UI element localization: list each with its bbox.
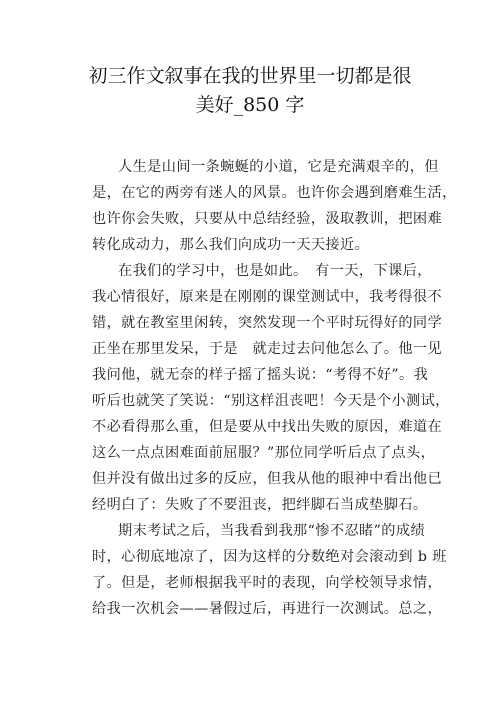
body-line: 转化成动力，那么我们向成功一天天接近。 (92, 237, 370, 253)
body-line: 听后也就笑了笑说：“别这样沮丧吧！今天是个小测试， (92, 393, 450, 409)
body-line: 经明白了：失败了不要沮丧，把绊脚石当成垫脚石。 (92, 497, 428, 513)
body-line: 给我一次机会——暑假过后，再进行一次测试。总之， (92, 601, 443, 617)
body-line: 我心情很好，原来是在刚刚的课堂测试中，我考得很不 (92, 289, 443, 305)
body-line: 我问他，就无奈的样子摇了摇头说：“考得不好”。我 (92, 367, 429, 383)
body-line: 不必看得那么重，但是要从中找出失败的原因，难道在 (92, 419, 443, 435)
body-line: 了。但是，老师根据我平时的表现，向学校领导求情， (92, 575, 443, 591)
body-line: 时，心彻底地凉了，因为这样的分数绝对会滚动到 b 班 (92, 549, 447, 565)
body-line: 正坐在那里发呆，于是 就走过去问他怎么了。他一见 (92, 341, 443, 357)
title-line-1: 初三作文叙事在我的世界里一切都是很 (88, 65, 412, 87)
body-line: 但并没有做出过多的反应，但我从他的眼神中看出他已 (92, 471, 443, 487)
body-line: 期末考试之后，当我看到我那“惨不忍睹”的成绩 (118, 523, 426, 539)
body-line: 是，在它的两旁有迷人的风景。也许你会遇到磨难生活， (92, 185, 457, 201)
title-line-2: 美好_850 字 (195, 94, 305, 116)
body-line: 也许你会失败，只要从中总结经验，汲取教训，把困难 (92, 211, 443, 227)
body-line: 在我们的学习中，也是如此。 有一天，下课后， (118, 263, 432, 279)
body-line: 这么一点点困难面前屈服？”那位同学听后点了点头， (92, 445, 436, 461)
body-line: 错，就在教室里闲转，突然发现一个平时玩得好的同学 (92, 315, 443, 331)
body-line: 人生是山间一条蜿蜒的小道，它是充满艰辛的，但 (118, 159, 439, 175)
